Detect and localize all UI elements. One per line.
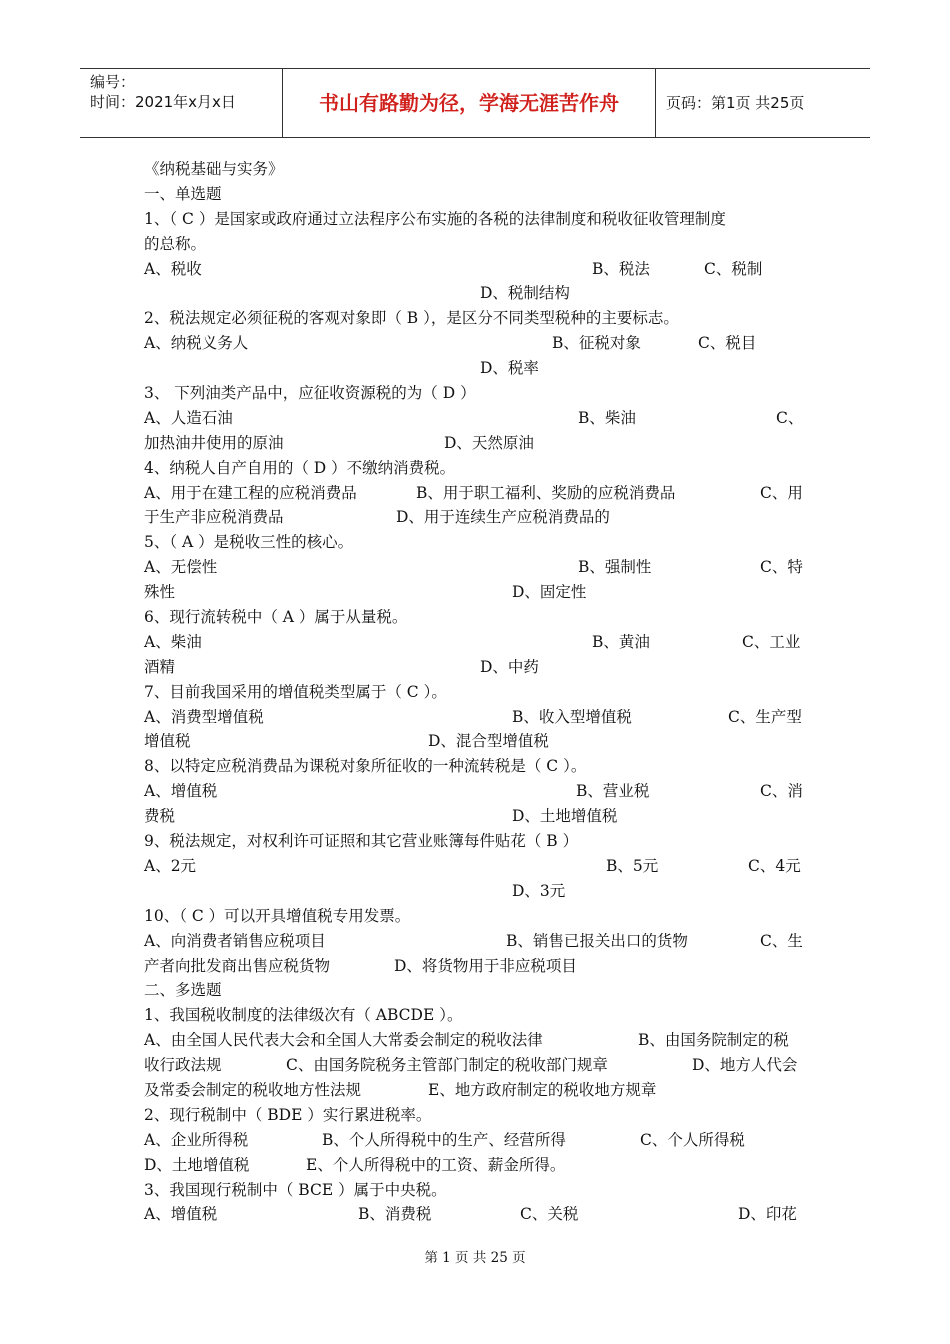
document-date-label: 时间：2021年x月x日 — [90, 93, 236, 111]
text-line — [144, 1128, 808, 1153]
text-line — [144, 555, 808, 580]
text-segment: D、固定性 — [512, 583, 587, 602]
text-segment: 5、（ A ）是税收三性的核心。 — [144, 533, 354, 552]
text-line — [144, 1153, 808, 1178]
text-line — [144, 207, 808, 232]
text-segment: 7、目前我国采用的增值税类型属于（ C ）。 — [144, 682, 447, 701]
text-line — [144, 754, 808, 779]
text-line — [144, 431, 808, 456]
text-segment: C、生产型 — [728, 707, 802, 726]
text-line — [144, 331, 808, 356]
text-segment: 3、 下列油类产品中，应征收资源税的为（ D ） — [144, 384, 476, 403]
text-segment: C、 — [776, 408, 804, 427]
text-line — [144, 630, 808, 655]
text-line — [144, 680, 808, 705]
text-line — [144, 904, 808, 929]
text-segment: A、向消费者销售应税项目 — [144, 931, 326, 950]
text-line — [144, 306, 808, 331]
text-segment: A、柴油 — [144, 632, 202, 651]
text-segment: 2、现行税制中（ BDE ）实行累进税率。 — [144, 1105, 432, 1124]
text-line — [144, 655, 808, 680]
page-header — [80, 68, 870, 138]
document-body — [144, 157, 808, 1227]
text-segment: A、增值税 — [144, 782, 218, 801]
text-segment: B、收入型增值税 — [512, 707, 632, 726]
text-segment: D、将货物用于非应税项目 — [394, 956, 577, 975]
text-line — [144, 1028, 808, 1053]
text-segment: D、税率 — [480, 359, 539, 378]
text-segment: C、消 — [760, 782, 803, 801]
text-segment: D、税制结构 — [480, 284, 570, 303]
text-segment: D、中药 — [480, 657, 539, 676]
text-line — [144, 1003, 808, 1028]
text-line — [144, 879, 808, 904]
text-line — [144, 1078, 808, 1103]
text-line — [144, 232, 808, 257]
text-line — [144, 481, 808, 506]
text-segment: D、混合型增值税 — [428, 732, 549, 751]
text-segment: 6、现行流转税中（ A ）属于从量税。 — [144, 608, 408, 627]
text-segment: A、由全国人民代表大会和全国人大常委会制定的税收法律 — [144, 1031, 543, 1050]
page-footer: 第 1 页 共 25 页 — [424, 1250, 526, 1266]
text-line — [144, 705, 808, 730]
text-line — [144, 1103, 808, 1128]
text-segment: D、用于连续生产应税消费品的 — [396, 508, 610, 527]
text-line — [144, 1053, 808, 1078]
text-segment: B、征税对象 — [552, 334, 641, 353]
text-segment: B、消费税 — [358, 1205, 432, 1224]
text-segment: 产者向批发商出售应税货物 — [144, 956, 331, 975]
text-line — [144, 580, 808, 605]
text-segment: A、人造石油 — [144, 408, 233, 427]
text-segment: D、3元 — [512, 881, 566, 900]
text-segment: C、个人所得税 — [640, 1130, 745, 1149]
text-segment: A、纳税义务人 — [144, 334, 249, 353]
text-segment: 9、税法规定，对权利许可证照和其它营业账簿每件贴花（ B ） — [144, 832, 579, 851]
text-segment: B、税法 — [592, 259, 650, 278]
text-line — [144, 281, 808, 306]
text-segment: 加热油井使用的原油 — [144, 433, 284, 452]
text-line — [144, 854, 808, 879]
text-segment: 1、我国税收制度的法律级次有（ ABCDE ）。 — [144, 1006, 463, 1025]
text-line — [144, 729, 808, 754]
text-segment: 酒精 — [144, 657, 176, 676]
text-line — [144, 381, 808, 406]
text-segment: 2、税法规定必须征税的客观对象即（ B ），是区分不同类型税种的主要标志。 — [144, 309, 679, 328]
text-segment: 1、（ C ）是国家或政府通过立法程序公布实施的各税的法律制度和税收征收管理制度 — [144, 209, 726, 228]
text-line — [144, 804, 808, 829]
text-segment: 二、多选题 — [144, 981, 222, 1000]
text-line — [144, 1202, 808, 1227]
text-segment: B、5元 — [606, 856, 659, 875]
text-line — [144, 954, 808, 979]
text-line — [144, 605, 808, 630]
text-segment: C、生 — [760, 931, 803, 950]
text-segment: A、用于在建工程的应税消费品 — [144, 483, 357, 502]
text-line — [144, 257, 808, 282]
text-segment: C、税制 — [704, 259, 763, 278]
text-segment: B、个人所得税中的生产、经营所得 — [322, 1130, 566, 1149]
text-line — [144, 157, 808, 182]
text-segment: B、柴油 — [578, 408, 636, 427]
text-segment: A、企业所得税 — [144, 1130, 249, 1149]
text-segment: 增值税 — [144, 732, 191, 751]
text-segment: A、消费型增值税 — [144, 707, 264, 726]
text-segment: A、税收 — [144, 259, 202, 278]
text-segment: E、地方政府制定的税收地方规章 — [428, 1080, 657, 1099]
text-segment: D、土地增值税 — [512, 807, 618, 826]
text-line — [144, 356, 808, 381]
text-line — [144, 829, 808, 854]
text-line — [144, 779, 808, 804]
text-segment: B、由国务院制定的税 — [638, 1031, 789, 1050]
header-left — [80, 69, 280, 137]
text-segment: B、用于职工福利、奖励的应税消费品 — [416, 483, 676, 502]
text-segment: C、税目 — [698, 334, 757, 353]
document-number-label: 编号： — [90, 73, 136, 91]
text-segment: B、营业税 — [576, 782, 650, 801]
text-segment: C、由国务院税务主管部门制定的税收部门规章 — [286, 1056, 608, 1075]
text-line — [144, 1178, 808, 1203]
text-segment: D、地方人代会 — [692, 1056, 798, 1075]
text-line — [144, 406, 808, 431]
text-segment: A、2元 — [144, 856, 197, 875]
text-line — [144, 505, 808, 530]
header-motto: 书山有路勤为径，学海无涯苦作舟 — [282, 69, 656, 137]
text-line — [144, 978, 808, 1003]
text-segment: C、4元 — [748, 856, 801, 875]
text-segment: C、工业 — [742, 632, 801, 651]
text-segment: 于生产非应税消费品 — [144, 508, 284, 527]
text-segment: A、增值税 — [144, 1205, 218, 1224]
text-segment: C、特 — [760, 558, 803, 577]
text-segment: D、印花 — [738, 1205, 797, 1224]
text-segment: C、关税 — [520, 1205, 579, 1224]
text-line — [144, 530, 808, 555]
text-segment: 8、以特定应税消费品为课税对象所征收的一种流转税是（ C ）。 — [144, 757, 587, 776]
text-segment: 的总称。 — [144, 234, 207, 253]
text-segment: D、土地增值税 — [144, 1155, 250, 1174]
text-segment: A、无偿性 — [144, 558, 218, 577]
text-segment: 《纳税基础与实务》 — [144, 160, 284, 178]
text-line — [144, 182, 808, 207]
text-segment: 4、纳税人自产自用的（ D ）不缴纳消费税。 — [144, 458, 456, 477]
text-segment: 10、（ C ）可以开具增值税专用发票。 — [144, 906, 411, 925]
text-segment: 殊性 — [144, 583, 176, 602]
text-segment: D、天然原油 — [444, 433, 534, 452]
text-segment: 费税 — [144, 807, 176, 826]
text-line — [144, 929, 808, 954]
text-segment: 3、我国现行税制中（ BCE ）属于中央税。 — [144, 1180, 447, 1199]
header-page-label: 页码：第1页 共25页 — [666, 94, 805, 112]
text-segment: B、销售已报关出口的货物 — [506, 931, 688, 950]
text-segment: 收行政法规 — [144, 1056, 222, 1075]
text-segment: B、黄油 — [592, 632, 650, 651]
text-segment: E、个人所得税中的工资、薪金所得。 — [306, 1155, 566, 1174]
text-segment: 及常委会制定的税收地方性法规 — [144, 1080, 362, 1099]
text-line — [144, 456, 808, 481]
text-segment: B、强制性 — [578, 558, 652, 577]
text-segment: 一、单选题 — [144, 184, 222, 203]
text-segment: C、用 — [760, 483, 803, 502]
